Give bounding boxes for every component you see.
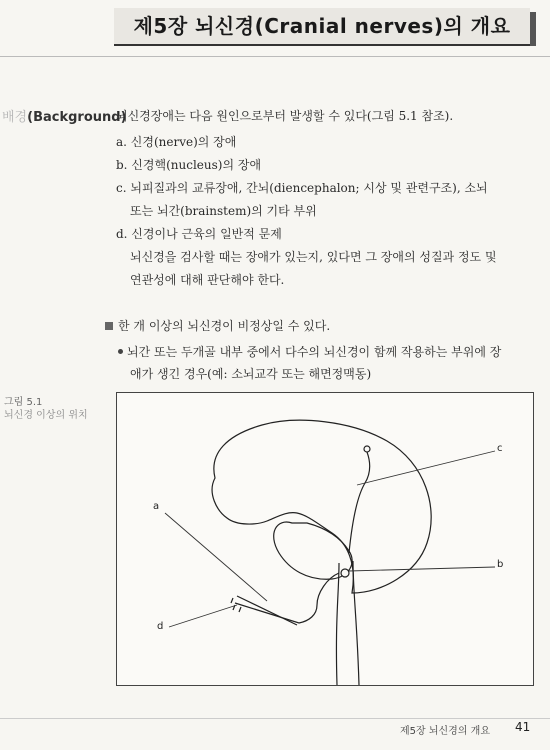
figure-caption-title: 그림 5.1	[4, 397, 43, 408]
main-point: 한 개 이상의 뇌신경이 비정상일 수 있다.	[118, 319, 331, 333]
cerebellum-outline	[274, 522, 352, 579]
brain-diagram	[117, 393, 533, 685]
background-item-a: a. 신경(nerve)의 장애	[116, 135, 237, 149]
dot-bullet-icon	[118, 349, 123, 354]
nerve-branch	[237, 596, 297, 625]
cortex-tract	[349, 452, 370, 553]
background-item-b: b. 신경핵(nucleus)의 장애	[116, 158, 262, 172]
leader-line-b	[349, 567, 495, 571]
figure-caption-text: 뇌신경 이상의 위치	[4, 410, 88, 421]
chapter-title: 제5장 뇌신경(Cranial nerves)의 개요	[114, 8, 530, 46]
leader-line-c	[357, 451, 495, 485]
sub-point-line-2: 애가 생긴 경우(예: 소뇌교각 또는 해면정맥동)	[130, 367, 372, 381]
background-intro: 뇌신경장애는 다음 원인으로부터 발생할 수 있다(그림 5.1 참조).	[116, 109, 454, 123]
square-bullet-icon	[105, 322, 113, 330]
label-a: a	[153, 501, 160, 512]
leader-line-a	[165, 513, 267, 601]
cerebrum-outline	[212, 420, 431, 593]
background-item-c-cont: 또는 뇌간(brainstem)의 기타 부위	[130, 204, 317, 218]
background-label	[2, 106, 127, 125]
label-d: d	[157, 621, 164, 632]
title-shadow	[530, 12, 536, 46]
background-item-d: d. 신경이나 근육의 일반적 문제	[116, 227, 282, 241]
figure-caption	[4, 396, 88, 422]
cortex-circle	[364, 446, 370, 452]
header-divider	[0, 56, 550, 57]
brainstem-left	[336, 563, 339, 685]
background-item-c: c. 뇌피질과의 교류장애, 간뇌(diencephalon; 시상 및 관련구조), 소뇌	[116, 181, 488, 195]
sub-point-line-1: 뇌간 또는 두개골 내부 중에서 다수의 뇌신경이 함께 작용하는 부위에 장	[127, 345, 502, 359]
brainstem-right	[353, 561, 359, 685]
footer-chapter: 제5장 뇌신경의 개요	[400, 726, 490, 737]
page-number: 41	[515, 720, 531, 734]
background-paragraph-line-1: 뇌신경을 검사할 때는 장애가 있는지, 있다면 그 장애의 성질과 정도 및	[130, 250, 497, 264]
label-b: b	[497, 559, 504, 570]
figure-5-1	[116, 392, 534, 686]
background-label-prefix: 배경	[2, 110, 28, 125]
background-label-text: (Background)	[27, 110, 127, 125]
nerve-path	[235, 573, 339, 623]
background-paragraph-line-2: 연관성에 대해 판단해야 한다.	[130, 273, 285, 287]
footer-divider	[0, 718, 550, 719]
label-c: c	[497, 443, 503, 454]
nucleus-circle	[341, 569, 349, 577]
leader-line-d	[169, 605, 237, 627]
